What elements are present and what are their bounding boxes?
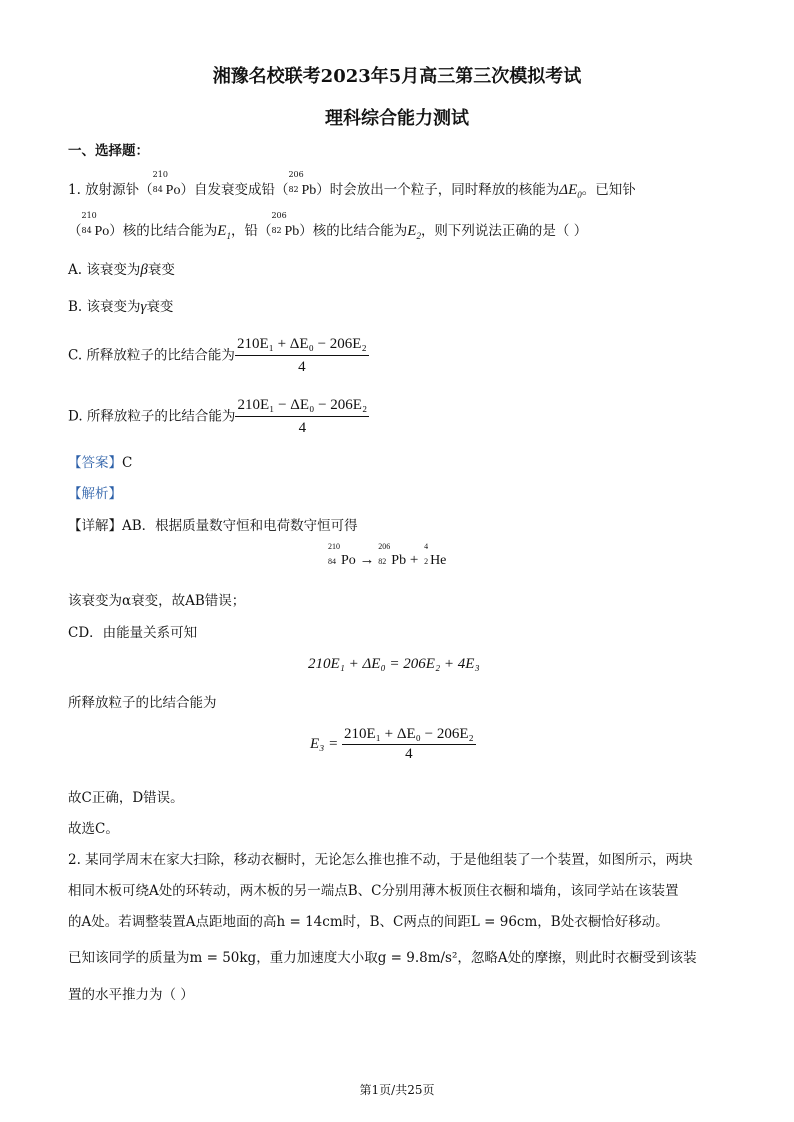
eq-po: 210 84 Po (328, 542, 356, 569)
q1-text-h: ，则下列说法正确的是（ ） (420, 223, 588, 239)
q1-text-e: ）核的比结合能为 (109, 223, 218, 239)
released-text: 所释放粒子的比结合能为 (68, 695, 217, 711)
energy-equation: 210E₁ + ΔE₀ = 206E₂ + 4E₃ (308, 656, 480, 672)
question-1-line-1 (68, 170, 636, 205)
question-2-line-5: 置的水平推力为（ ） (68, 987, 194, 1003)
question-2-line-1: 2. 某同学周末在家大扫除，移动衣橱时，无论怎么推也推不动，于是他组装了一个装置，如图所示，两块 (68, 852, 693, 868)
q1-text-c: ）时会放出一个粒子，同时释放的核能为 (316, 182, 560, 198)
delta-e0: $\Delta E_0$ (559, 182, 582, 200)
beta-symbol: β (140, 262, 148, 278)
question-2-line-3: 的A处。若调整装置A点距地面的高h = 14cm时，B、C两点的间距L = 96cm，B处衣橱恰好移动。 (68, 914, 669, 930)
exam-title: 湘豫名校联考2023年5月高三第三次模拟考试 (212, 66, 582, 87)
polonium-nuclide: 210 84 Po (152, 170, 181, 198)
detail-line: 【详解】AB．根据质量数守恒和电荷数守恒可得 (68, 518, 358, 534)
analysis-label: 【解析】 (68, 486, 122, 502)
conclusion-2: 故C正确，D错误。 (68, 790, 184, 806)
section-label: 一、选择题： (68, 143, 149, 159)
q1-text-f: ，铅（ (230, 223, 272, 239)
conclusion-1: 该衰变为α衰变，故AB错误； (68, 593, 246, 609)
eq-plus: + (409, 552, 419, 568)
e1-symbol: $E_1$ (217, 223, 231, 241)
conclusion-3: 故选C。 (68, 821, 119, 837)
answer-value: C (122, 455, 133, 471)
lead-nuclide: 206 82 Pb (288, 170, 317, 198)
option-c-fraction: $\frac{\text{210E₁ + ΔE₀ − 206E₂}}{4}$ (236, 336, 367, 375)
arrow-icon: → (359, 552, 375, 568)
detail-label: 【详解】 (68, 518, 122, 534)
option-d-fraction: $\frac{\text{210E₁ − ΔE₀ − 206E₂}}{4}$ (237, 397, 368, 436)
answer-line (68, 453, 132, 473)
q1-paren: （ (68, 223, 82, 239)
option-b: B. 该衰变为γ衰变 (68, 299, 174, 315)
decay-equation (328, 542, 447, 569)
answer-label: 【答案】 (68, 455, 122, 471)
e3-equation: E₃ = $\frac{\text{210E₁ + ΔE₀ − 206E₂}}{4}$ (310, 726, 474, 762)
polonium-nuclide-2: 210 84 Po (81, 211, 110, 239)
cd-text: CD．由能量关系可知 (68, 625, 198, 641)
e3-fraction: $\frac{\text{210E₁ + ΔE₀ − 206E₂}}{4}$ (344, 726, 474, 762)
gamma-symbol: γ (140, 299, 147, 315)
option-c: C. 所释放粒子的比结合能为 $\frac{\text{210E₁ + ΔE₀ − 206E₂}}{4}$ (68, 336, 367, 375)
lead-nuclide-2: 206 82 Pb (271, 211, 300, 239)
eq-he: 4 2 He (424, 542, 447, 569)
option-a: A. 该衰变为β衰变 (68, 262, 175, 278)
option-d: D. 所释放粒子的比结合能为 $\frac{\text{210E₁ − ΔE₀ − 206E₂}}{4}$ (68, 397, 368, 436)
page-number: 第1页/共25页 (359, 1083, 435, 1097)
eq-pb: 206 82 Pb (378, 542, 407, 569)
q1-text-b: ）自发衰变成铅（ (180, 182, 289, 198)
question-1-line-2 (68, 211, 588, 246)
q1-text-d: 。已知钋 (581, 182, 636, 198)
q1-text-a: 1. 放射源钋（ (68, 182, 153, 198)
question-2-line-4: 已知该同学的质量为m = 50kg，重力加速度大小取g = 9.8m/s²，忽略A处的摩擦，则此时衣橱受到该装 (68, 950, 697, 966)
question-2-line-2: 相同木板可绕A处的环转动，两木板的另一端点B、C分别用薄木板顶住衣橱和墙角，该同学站在该装置 (68, 883, 679, 899)
exam-subtitle: 理科综合能力测试 (325, 108, 469, 129)
e2-symbol: $E_2$ (407, 223, 421, 241)
q1-text-g: ）核的比结合能为 (299, 223, 408, 239)
